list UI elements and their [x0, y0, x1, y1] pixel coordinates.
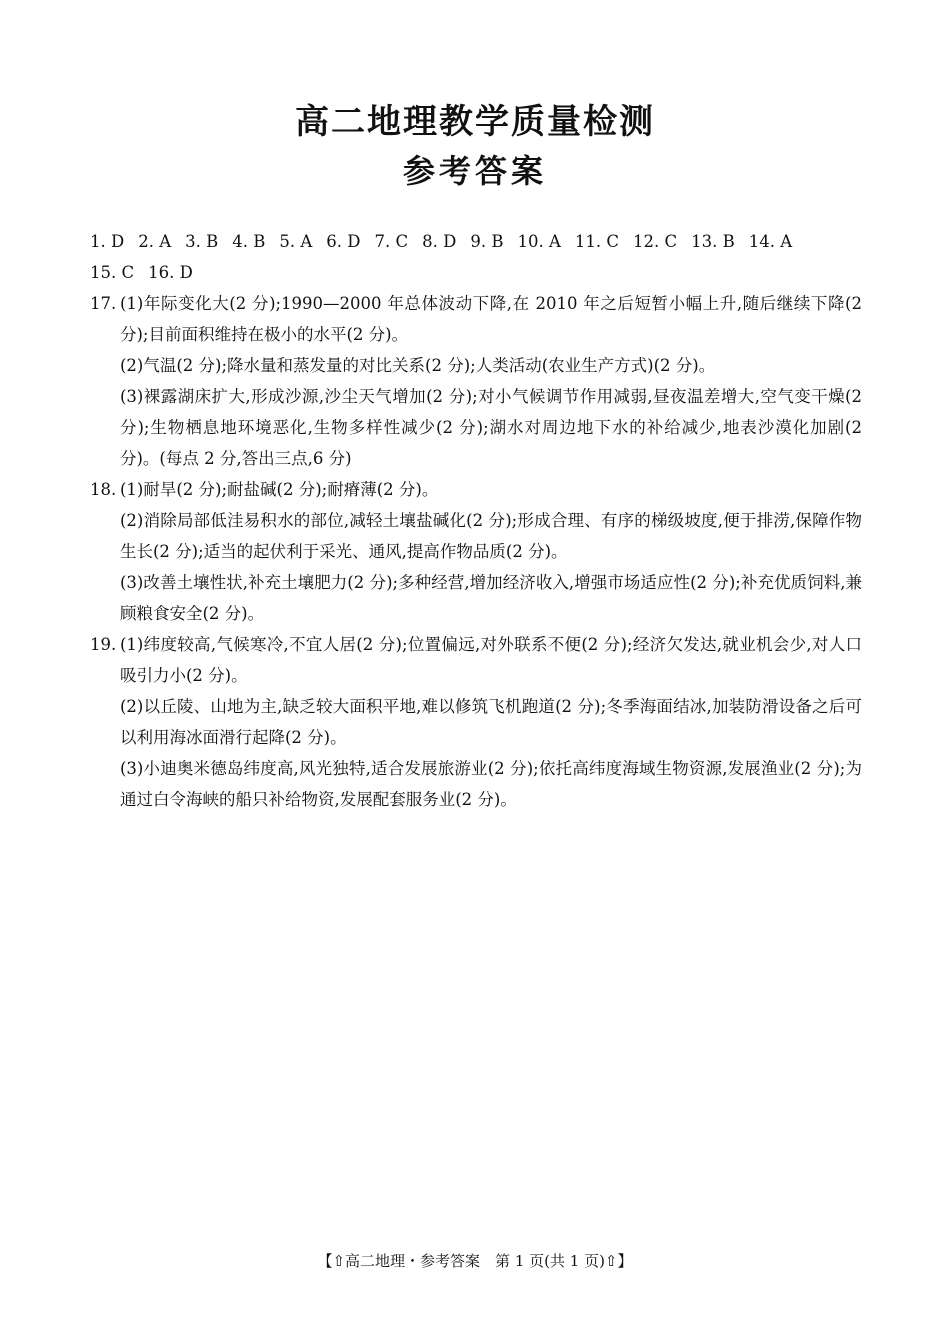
question-number: 19. — [90, 635, 117, 654]
question-17 — [90, 288, 862, 474]
answer-content — [90, 226, 862, 815]
question-number: 18. — [90, 480, 117, 499]
mc-answer: 4. B — [232, 232, 266, 251]
document-subtitle: 参考答案 — [402, 152, 547, 190]
mc-answer: 6. D — [326, 232, 361, 251]
answer-part — [90, 474, 862, 505]
mc-answers-line-1 — [90, 226, 862, 257]
mc-answer: 14. A — [748, 232, 793, 251]
mc-answer: 1. D — [90, 232, 125, 251]
answer-part — [90, 288, 862, 350]
mc-answer: 9. B — [470, 232, 504, 251]
answer-part: (2)消除局部低洼易积水的部位,减轻土壤盐碱化(2 分);形成合理、有序的梯级坡度,便于排涝,保障作物生长(2 分);适当的起伏利于采光、通风,提高作物品质(2 分)。 — [120, 511, 862, 561]
mc-answer: 5. A — [279, 232, 313, 251]
answer-part: (3)小迪奥米德岛纬度高,风光独特,适合发展旅游业(2 分);依托高纬度海域生物资源,发展渔业(2 分);为通过白令海峡的船只补给物资,发展配套服务业(2 分)。 — [120, 759, 862, 809]
question-18 — [90, 474, 862, 629]
mc-answers-line-2 — [90, 257, 862, 288]
mc-answer: 13. B — [691, 232, 735, 251]
mc-answer: 15. C — [90, 263, 135, 282]
mc-answer: 16. D — [148, 263, 193, 282]
answer-part: (3)裸露湖床扩大,形成沙源,沙尘天气增加(2 分);对小气候调节作用减弱,昼夜温差增大,空气变干燥(2 分);生物栖息地环境恶化,生物多样性减少(2 分);湖水对周边地下水的补给减少,地表沙漠化加剧(2 分)。(每点 2 分,答出三点,6 分) — [120, 387, 862, 468]
mc-answer: 8. D — [422, 232, 457, 251]
question-19 — [90, 629, 862, 815]
mc-answer: 10. A — [517, 232, 561, 251]
answer-part: (3)改善土壤性状,补充土壤肥力(2 分);多种经营,增加经济收入,增强市场适应性(2 分);补充优质饲料,兼顾粮食安全(2 分)。 — [120, 573, 862, 623]
answer-part: (2)气温(2 分);降水量和蒸发量的对比关系(2 分);人类活动(农业生产方式)(2 分)。 — [120, 356, 716, 375]
mc-answer: 12. C — [633, 232, 678, 251]
answer-part — [90, 629, 862, 691]
answer-text: (1)年际变化大(2 分);1990—2000 年总体波动下降,在 2010 年之后短暂小幅上升,随后继续下降(2 分);目前面积维持在极小的水平(2 分)。 — [120, 294, 862, 344]
mc-answer: 11. C — [574, 232, 619, 251]
question-number: 17. — [90, 294, 117, 313]
mc-answer: 7. C — [374, 232, 409, 251]
document-title: 高二地理教学质量检测 — [295, 102, 655, 142]
answer-part: (2)以丘陵、山地为主,缺乏较大面积平地,难以修筑飞机跑道(2 分);冬季海面结冰,加装防滑设备之后可以利用海冰面滑行起降(2 分)。 — [120, 697, 862, 747]
answer-text: (1)纬度较高,气候寒冷,不宜人居(2 分);位置偏远,对外联系不便(2 分);经济欠发达,就业机会少,对人口吸引力小(2 分)。 — [120, 635, 862, 685]
mc-answer: 3. B — [185, 232, 219, 251]
page-footer: 【⇧高二地理・参考答案 第 1 页(共 1 页)⇧】 — [317, 1252, 633, 1270]
mc-answer: 2. A — [138, 232, 172, 251]
answer-text: (1)耐旱(2 分);耐盐碱(2 分);耐瘠薄(2 分)。 — [120, 480, 439, 499]
